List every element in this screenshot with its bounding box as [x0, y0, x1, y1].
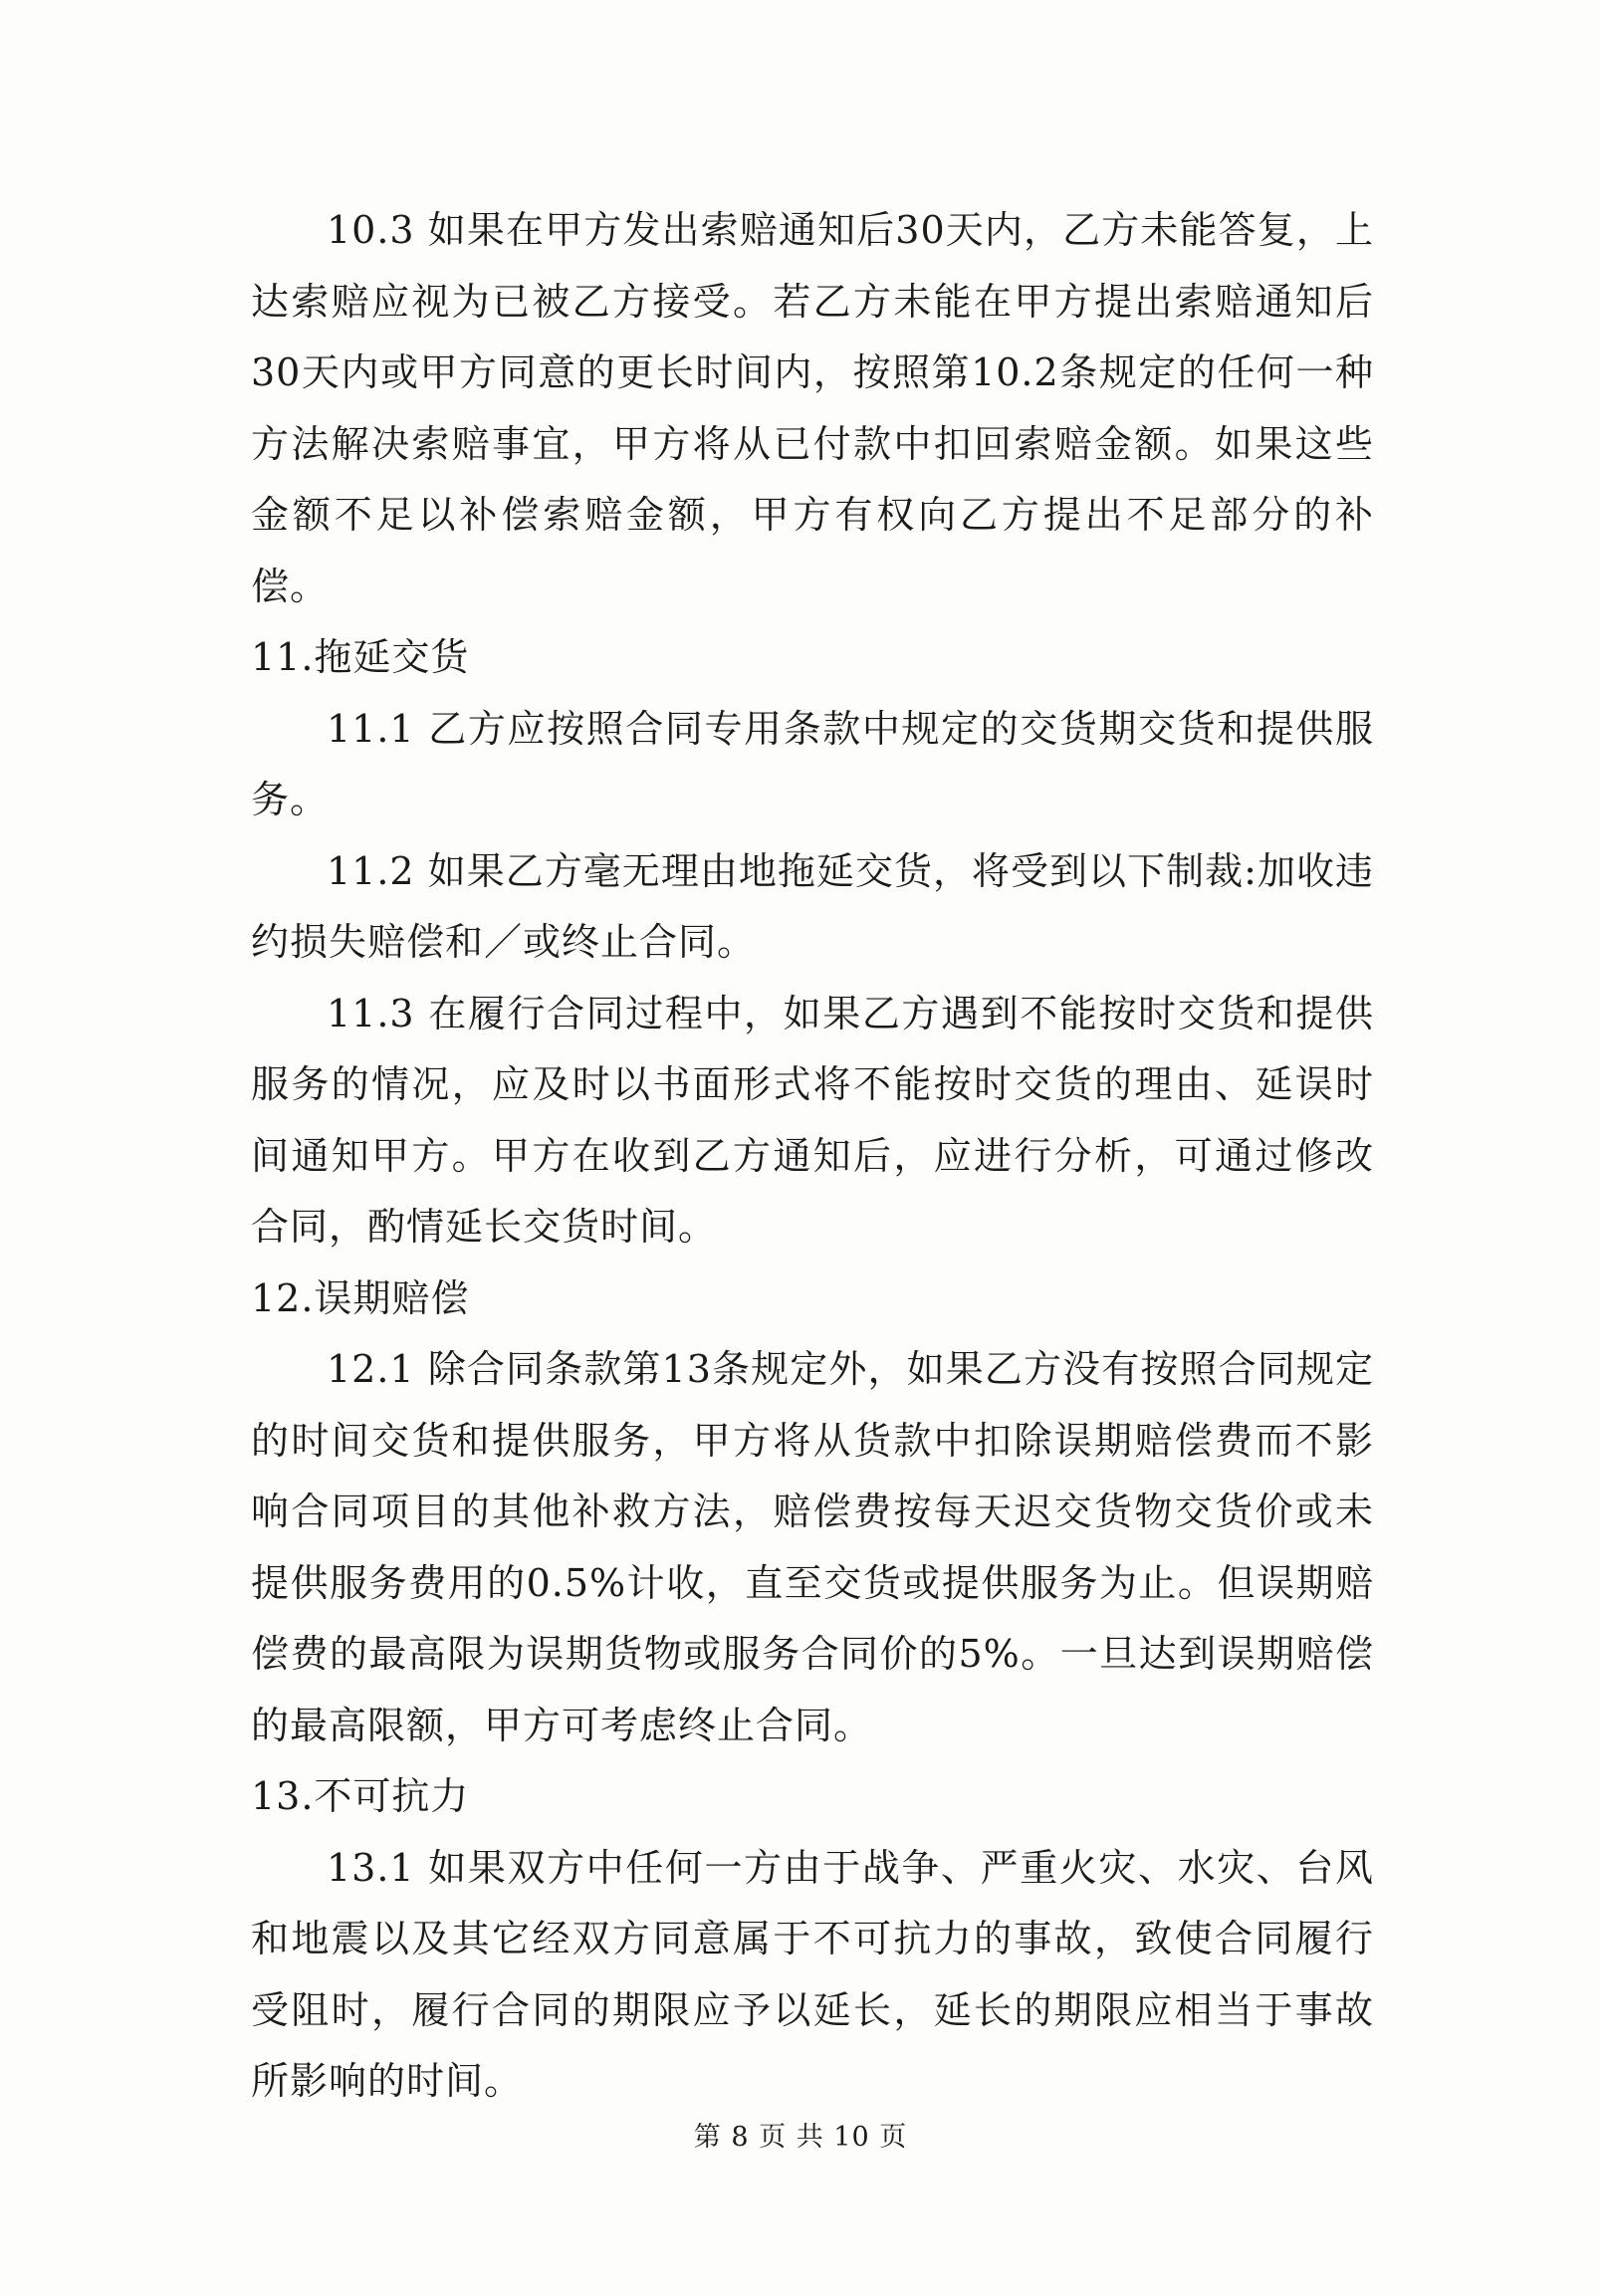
- clause-10-3: 10.3 如果在甲方发出索赔通知后30天内，乙方未能答复，上达索赔应视为已被乙方接受。若乙方未能在甲方提出索赔通知后30天内或甲方同意的更长时间内，按照第10.2条规定的任何一种方法解决索赔事宜，甲方将从已付款中扣回索赔金额。如果这些金额不足以补偿索赔金额，甲方有权向乙方提出不足部分的补偿。: [251, 208, 1374, 608]
- section-heading-12: 12.误期赔偿: [251, 1275, 470, 1320]
- clause-11-1: 11.1 乙方应按照合同专用条款中规定的交货期交货和提供服务。: [251, 706, 1374, 821]
- section-heading-13: 13.不可抗力: [251, 1774, 470, 1818]
- clause-13-1: 13.1 如果双方中任何一方由于战争、严重火灾、水灾、台风和地震以及其它经双方同意属于不可抗力的事故，致使合同履行受阻时，履行合同的期限应予以延长，延长的期限应相当于事故所影响的时间。: [251, 1845, 1374, 2103]
- section-heading-11: 11.拖延交货: [251, 635, 470, 679]
- document-body: [251, 195, 1374, 2118]
- page-number-footer: 第 8 页 共 10 页: [693, 2122, 908, 2153]
- clause-11-2: 11.2 如果乙方毫无理由地拖延交货，将受到以下制裁:加收违约损失赔偿和／或终止合同。: [251, 848, 1374, 964]
- clause-11-3: 11.3 在履行合同过程中，如果乙方遇到不能按时交货和提供服务的情况，应及时以书面形式将不能按时交货的理由、延误时间通知甲方。甲方在收到乙方通知后，应进行分析，可通过修改合同，酌情延长交货时间。: [251, 991, 1374, 1249]
- clause-12-1: 12.1 除合同条款第13条规定外，如果乙方没有按照合同规定的时间交货和提供服务，甲方将从货款中扣除误期赔偿费而不影响合同项目的其他补救方法，赔偿费按每天迟交货物交货价或未提供服务费用的0.5%计收，直至交货或提供服务为止。但误期赔偿费的最高限为误期货物或服务合同价的5%。一旦达到误期赔偿的最高限额，甲方可考虑终止合同。: [251, 1347, 1374, 1747]
